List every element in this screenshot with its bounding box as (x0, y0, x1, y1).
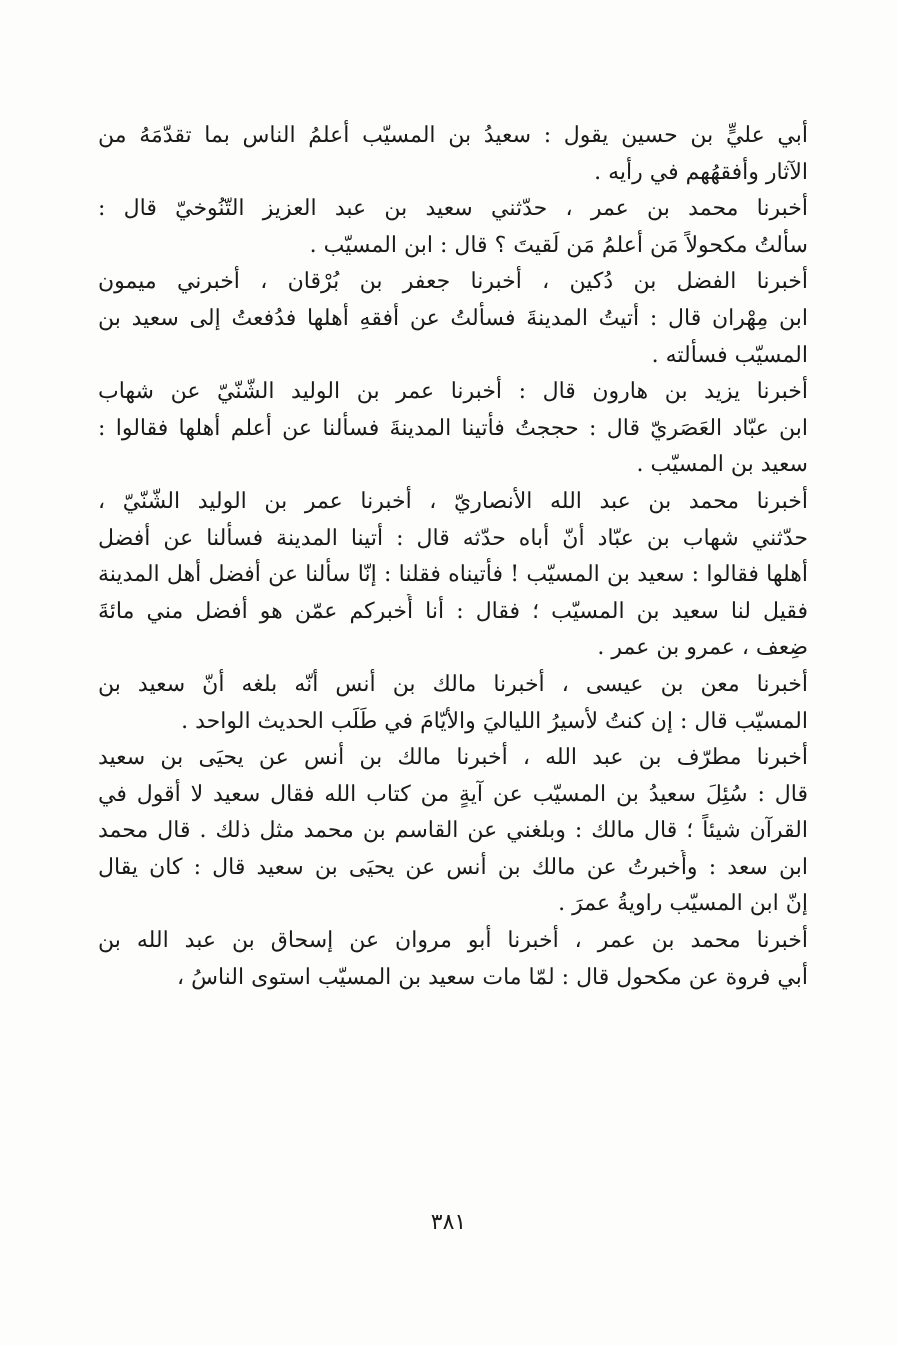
text-line: أخبرنا يزيد بن هارون قال : أخبرنا عمر بن الوليد الشّنّيّ عن شهاب (98, 379, 808, 405)
paragraph (98, 118, 808, 191)
paragraph (98, 264, 808, 374)
paragraph (98, 374, 808, 484)
text-line: الآثار وأفقهُهم في رأيه . (594, 159, 808, 185)
text-line: أبي فروة عن مكحول قال : لمّا مات سعيد بن المسيّب استوى الناسُ ، (177, 964, 808, 990)
text-line: أخبرنا محمد بن عمر ، حدّثني سعيد بن عبد العزيز التّنُوخيّ قال : (98, 196, 808, 222)
text-line: ابن عبّاد العَصَريّ قال : حججتُ فأتينا المدينةَ فسألنا عن أعلم أهلها فقالوا : (98, 415, 808, 441)
text-line: أخبرنا الفضل بن دُكين ، أخبرنا جعفر بن بُرْقان ، أخبرني ميمون (98, 269, 808, 295)
text-line: أبي عليٍّ بن حسين يقول : سعيدُ بن المسيّب أعلمُ الناس بما تقدّمَهُ من (98, 123, 808, 148)
paragraph (98, 667, 808, 740)
text-line: المسيّب قال : إن كنتُ لأسيرُ اللياليَ والأيّامَ في طَلَب الحديث الواحد . (181, 708, 808, 734)
text-line: أخبرنا محمد بن عمر ، أخبرنا أبو مروان عن إسحاق بن عبد الله بن (98, 928, 808, 954)
page-number: ٣٨١ (430, 1210, 467, 1235)
body-text (98, 118, 808, 996)
text-line: أخبرنا مطرّف بن عبد الله ، أخبرنا مالك بن أنس عن يحيَى بن سعيد (98, 745, 808, 771)
text-line: حدّثني شهاب بن عبّاد أنّ أباه حدّثه قال : أتينا المدينة فسألنا عن أفضل (98, 525, 808, 551)
text-line: أهلها فقالوا : سعيد بن المسيّب ! فأتيناه فقلنا : إنّا سألنا عن أفضل أهل المدينة (98, 562, 808, 588)
text-line: فقيل لنا سعيد بن المسيّب ؛ فقال : أنا أُخبركم عمّن هو أفضل مني مائةَ (98, 598, 808, 624)
text-line: أخبرنا محمد بن عبد الله الأنصاريّ ، أخبرنا عمر بن الوليد الشّنّيّ ، (98, 488, 808, 514)
text-line: سعيد بن المسيّب . (636, 452, 808, 478)
text-line: ابن سعد : وأُخبرتُ عن مالك بن أنس عن يحيَى بن سعيد قال : كان يقال (98, 854, 808, 880)
text-line: القرآن شيئاً ؛ قال مالك : وبلغني عن القاسم بن محمد مثل ذلك . قال محمد (98, 818, 808, 844)
paragraph (98, 191, 808, 264)
text-line: ضِعف ، عمرو بن عمر . (597, 635, 808, 661)
text-line: إنّ ابن المسيّب راويةُ عمرَ . (558, 891, 808, 917)
text-line: أخبرنا معن بن عيسى ، أخبرنا مالك بن أنس أنّه بلغه أنّ سعيد بن (98, 671, 808, 697)
paragraph (98, 740, 808, 923)
paragraph (98, 484, 808, 667)
text-line: سألتُ مكحولاً مَن أعلمُ مَن لَقيتَ ؟ قال : ابن المسيّب . (309, 232, 808, 258)
paragraph (98, 923, 808, 996)
text-line: ابن مِهْران قال : أتيتُ المدينةَ فسألتُ عن أفقهِ أهلها فدُفعتُ إلى سعيد بن (98, 305, 808, 331)
text-line: المسيّب فسألته . (651, 342, 808, 368)
text-line: قال : سُئِلَ سعيدُ بن المسيّب عن آيةٍ من كتاب الله فقال سعيد لا أقول في (98, 781, 808, 807)
